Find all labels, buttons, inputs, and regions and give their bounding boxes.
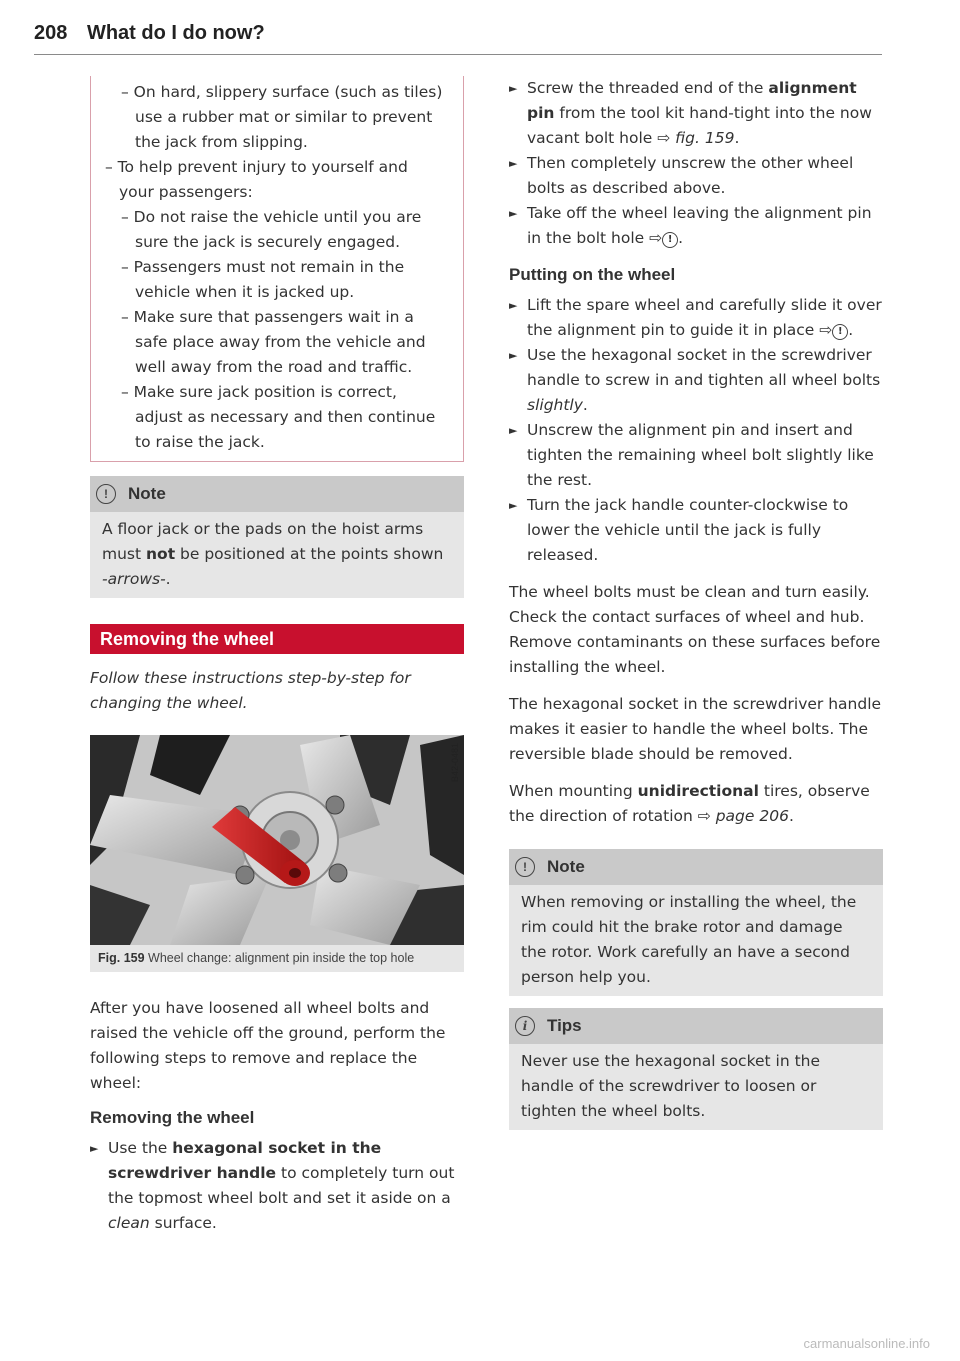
note-header <box>509 849 883 885</box>
wheel-figure <box>90 735 464 945</box>
note-title: Note <box>128 484 166 503</box>
note-box-2 <box>509 849 883 996</box>
warning-list-item: – Make sure that passengers wait in a safe place away from the vehicle and well away from the road and traffic. <box>121 308 426 376</box>
arrow-bullet-icon: ► <box>509 499 518 512</box>
tips-title: Tips <box>547 1016 582 1035</box>
arrow-bullet-icon: ► <box>509 207 518 220</box>
warning-list-item: – To help prevent injury to yourself and your passengers: <box>105 158 408 201</box>
putting-step-1: ► Lift the spare wheel and carefully slide it over the alignment pin to guide it in place ⇨ ! . <box>509 293 883 343</box>
arrow-bullet-icon: ► <box>509 82 518 95</box>
warning-list <box>105 80 447 455</box>
page-title: What do I do now? <box>86 22 265 44</box>
exclamation-circle-icon: ! <box>515 857 535 877</box>
info-circle-icon: i <box>515 1016 535 1036</box>
exclamation-circle-icon: ! <box>96 484 116 504</box>
page-header <box>34 22 882 55</box>
tips-box <box>509 1008 883 1130</box>
removing-step-2: ► Screw the threaded end of the alignment pin from the tool kit hand-tight into the now vacant bolt hole ⇨ fig. 159. <box>509 76 883 151</box>
arrow-bullet-icon: ► <box>509 157 518 170</box>
note-title: Note <box>547 857 585 876</box>
removing-step-3: ► Then completely unscrew the other wheel bolts as described above. <box>509 151 883 201</box>
warning-list-item: – Make sure jack position is correct, adjust as necessary and then continue to raise the jack. <box>121 383 436 451</box>
right-column <box>509 76 883 1130</box>
putting-step-2: ► Use the hexagonal socket in the screwdriver handle to screw in and tighten all wheel bolts slightly. <box>509 343 883 418</box>
arrow-bullet-icon: ► <box>90 1142 99 1155</box>
tips-text: Never use the hexagonal socket in the handle of the screwdriver to loosen or tighten the wheel bolts. <box>521 1052 821 1120</box>
arrow-bullet-icon: ► <box>509 299 518 312</box>
warning-list-item: – Do not raise the vehicle until you are sure the jack is securely engaged. <box>121 208 422 251</box>
paragraph-bolts-clean: The wheel bolts must be clean and turn easily. Check the contact surfaces of wheel and hub. Remove contaminants on these surfaces before installing the wheel. <box>509 583 881 676</box>
page-number: 208 <box>34 22 68 44</box>
note-text: When removing or installing the wheel, the rim could hit the brake rotor and damage the rotor. Work carefully an have a second person help you. <box>521 893 857 986</box>
note-text: A floor jack or the pads on the hoist arms must not be positioned at the points shown -arrows-. <box>102 520 444 588</box>
wheel-illustration <box>90 735 464 945</box>
note-body <box>509 885 883 996</box>
after-paragraph: After you have loosened all wheel bolts and raised the vehicle off the ground, perform the following steps to remove and replace the wheel: <box>90 999 446 1092</box>
paragraph-hex-socket: The hexagonal socket in the screwdriver handle makes it easier to handle the wheel bolts. The reversible blade should be removed. <box>509 695 882 763</box>
warning-circle-icon: ! <box>662 232 678 248</box>
warning-list-item: – Passengers must not remain in the vehicle when it is jacked up. <box>121 258 405 301</box>
figure-caption-box <box>90 945 464 972</box>
tips-body <box>509 1044 883 1130</box>
note-body <box>90 512 464 598</box>
putting-step-4: ► Turn the jack handle counter-clockwise to lower the vehicle until the jack is fully released. <box>509 493 883 568</box>
arrow-bullet-icon: ► <box>509 424 518 437</box>
warning-box <box>90 76 464 462</box>
tips-header <box>509 1008 883 1044</box>
paragraph-unidirectional: When mounting unidirectional tires, observe the direction of rotation ⇨ page 206. <box>509 782 870 825</box>
section-title-bar: Removing the wheel <box>90 624 464 654</box>
watermark: carmanualsonline.info <box>803 1336 930 1351</box>
removing-step-1: ► Use the hexagonal socket in the screwdriver handle to completely turn out the topmost wheel bolt and set it aside on a clean surface. <box>90 1136 464 1236</box>
removing-step-4: ► Take off the wheel leaving the alignment pin in the bolt hole ⇨ ! . <box>509 201 883 251</box>
note-header <box>90 476 464 512</box>
arrow-bullet-icon: ► <box>509 349 518 362</box>
warning-circle-icon: ! <box>832 324 848 340</box>
section-intro: Follow these instructions step-by-step for changing the wheel. <box>90 669 411 712</box>
figure-code: B42-0481 <box>450 743 460 783</box>
putting-heading: Putting on the wheel <box>509 265 676 284</box>
removing-heading: Removing the wheel <box>90 1108 255 1127</box>
figure-caption: Fig. 159 Wheel change: alignment pin inside the top hole <box>98 951 415 965</box>
left-column <box>90 76 464 1236</box>
note-box-1 <box>90 476 464 598</box>
putting-step-3: ► Unscrew the alignment pin and insert and tighten the remaining wheel bolt slightly like the rest. <box>509 418 883 493</box>
warning-list-item: – On hard, slippery surface (such as tiles) use a rubber mat or similar to prevent the jack from slipping. <box>121 83 443 151</box>
